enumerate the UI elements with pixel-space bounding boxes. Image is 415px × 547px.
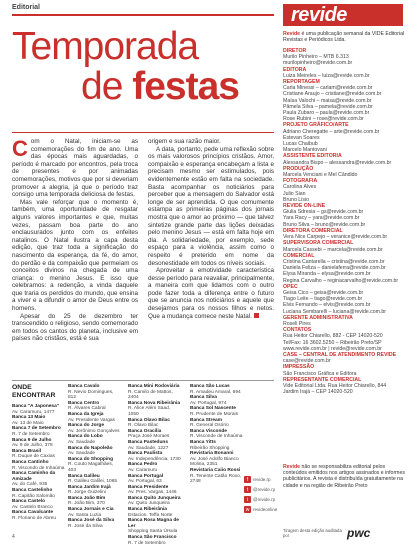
- brand-name: Revide: [283, 31, 301, 37]
- staff-entry: São Francisco Gráfica e Editora: [283, 370, 357, 377]
- staff-role-heading: EDITORA: [283, 66, 307, 73]
- stand-address: Av. Castelo Branco: [12, 504, 53, 510]
- stand-address: Ribeirão Shopping: [190, 445, 230, 451]
- publication-info-text: é uma publicação semanal da VIDE Editorial Revistas e Periódicos Ltda.: [283, 31, 405, 44]
- social-icon: i: [244, 496, 251, 503]
- stand-name: Banca Pedro: [128, 462, 158, 468]
- stand-address: R. Galileu Galilei, 1065: [68, 479, 118, 485]
- disclaimer-text: não se responsabiliza editorial pelos conteúdos emitidos nos artigos assinados e informes publicitários. A revista é distribuída gratuitamente na cidade e na região de Ribeirão Preto: [283, 464, 405, 489]
- stand-list-column: [12, 404, 66, 521]
- staff-entry: Yara Racy – yara@revide.com.br: [283, 215, 360, 222]
- staff-entry: Marcelo Mantovani: [283, 147, 327, 154]
- stand-name: Banca Olavo Bilac: [128, 417, 170, 423]
- stand-name: Banca 13 Maio: [12, 415, 46, 421]
- stand-address: Shopping Santa Úrsula: [128, 529, 178, 535]
- social-icon: t: [244, 486, 251, 493]
- pwc-logo: pwc: [347, 526, 371, 540]
- stand-list-column: [190, 384, 244, 485]
- staff-entry: Carolina Alves: [283, 184, 317, 191]
- staff-entry: Marcela Venciani e Mel Cândido: [283, 172, 358, 179]
- stand-address: R. Couto Magalhães, 403: [68, 462, 114, 473]
- stand-address: R. Alice Além Saad, 1050: [128, 406, 171, 417]
- stand-name: Banca "A Japonesa": [12, 404, 60, 409]
- stand-address: R. Álvares Cabral: [68, 406, 106, 412]
- stand-address: Av. Saudade, 1227: [128, 445, 169, 451]
- stand-address: R. José da Silva: [68, 523, 103, 529]
- stand-name: Banca Presidente: [128, 484, 169, 490]
- headline-word-festas: festas: [132, 65, 239, 108]
- stand-name: Banca Cavalo: [68, 384, 100, 389]
- stand-name: Banca Visconde: [190, 428, 227, 434]
- stand-name: Banca Stream: [190, 417, 222, 423]
- staff-role-heading: CASE – CENTRAL DE ATENDIMENTO REVIDE: [283, 351, 397, 358]
- stand-name: Banca do Shopping: [68, 456, 114, 462]
- article-column-left: [12, 138, 138, 343]
- stand-address: Av. José Adolfo Bianco Molina, 2351: [190, 456, 239, 468]
- headline-line-2: [81, 66, 239, 108]
- stand-name: Banca São Francisco: [128, 535, 177, 541]
- stand-name: Banca Oracilia: [128, 428, 162, 434]
- stand-name: Banca Nova Ribeirânia: [128, 400, 180, 406]
- stand-list-column: [68, 384, 122, 529]
- stand-address: Praça José Moraes: [128, 434, 170, 440]
- headline-word-de: de: [81, 65, 133, 108]
- stand-name: Banca Portugal: [128, 473, 164, 479]
- staff-role-heading: PROJETO GRÁFICO/ARTE: [283, 122, 349, 129]
- stand-name: Banca Paulista: [128, 451, 163, 457]
- where-to-find-heading: ONDE ENCONTRAR: [12, 384, 56, 399]
- stand-address: R. Jorge Guizelini: [68, 490, 106, 496]
- paragraph: Apesar do 25 de dezembro ter transcendido o religioso, sendo comemorado em todos os cantos do planeta, inclusive em países não cristãos, está é sua: [12, 312, 138, 343]
- staff-role-heading: REPRESENTANTE COMERCIAL: [283, 376, 362, 383]
- stand-name: Revistaria Bonanni: [190, 451, 234, 457]
- paragraph-text: Aproveitar a emotividade característica desse período para reavaliar, principalmente, a maneira com que lidamos com o outro pode fazer toda a diferença entre o futuro que se anuncia nos noticiários e aquele que desejamos para os nossos filhos e netos. Que a mudança comece neste Natal.: [148, 267, 275, 320]
- staff-entry: Maísa Valochi – maisa@revide.com.br: [283, 97, 372, 104]
- stand-name: Banca do Jorge: [68, 423, 104, 429]
- staff-entry: Bruno Silva – bruno@revide.com.br: [283, 221, 366, 228]
- stand-address: R. Viscondo de Inhaúma: [12, 465, 65, 471]
- top-rule: [12, 14, 274, 16]
- stand-name: Banca Mini Rodoviária: [128, 384, 180, 389]
- staff-role-heading: REVIDE ON-LINE: [283, 203, 326, 210]
- staff-entry: Geisa Cico – geisa@revide.com.br: [283, 289, 364, 296]
- stand-address: Estacion. Teffa Norte: [128, 512, 173, 518]
- staff-entry: Rua Heitor Chiarello, 882 - CEP 14020-520: [283, 333, 383, 340]
- stand-name: Banca do Napoleão: [68, 445, 113, 451]
- headline: [12, 25, 274, 108]
- stand-address: Av. do Café, 935: [12, 482, 48, 488]
- stand-address: Av. Independência, 1730: [128, 456, 181, 462]
- stand-name: Banca Castelinho: [12, 487, 53, 493]
- staff-entry: Daniela Feliza – danielaferra@revide.com.br: [283, 265, 386, 272]
- stand-address: Av. Portugal, 63: [128, 479, 162, 485]
- divider: [12, 132, 274, 133]
- staff-entry: Luiza Meireles – luiza@revide.com.br: [283, 72, 370, 79]
- stand-address: Av. Caramuru: [128, 467, 158, 473]
- social-icon: f: [244, 476, 251, 483]
- stand-address: R. Camilo de Mattos, 2404: [128, 389, 173, 401]
- stand-address: Av. Saudade: [68, 451, 96, 457]
- staff-role-heading: FOTOGRAFIA: [283, 178, 318, 185]
- stand-name: Revistaria Caiio Rossi: [190, 467, 241, 473]
- paragraph: origem e sua razão maior.: [148, 138, 221, 145]
- stand-name: Banca José da Silva: [68, 518, 115, 524]
- staff-entry: Luciana Sembarelli – luciana@revide.com.br: [283, 308, 387, 315]
- staff-entry: Vera Nice Carpejo – veranice@revide.com.br: [283, 234, 388, 241]
- stand-address: R. 7 de Setembro: [12, 431, 50, 437]
- staff-role-heading: GERENTE ADMINISTRATIVA: [283, 314, 353, 321]
- stand-name: Banca Jardim Irajá: [68, 484, 111, 490]
- stand-name: Banca João Bim: [68, 495, 106, 501]
- stand-address: Av. Caramuru, 1477: [12, 409, 55, 415]
- paragraph: [148, 267, 274, 320]
- revide-logo: revide: [283, 4, 403, 26]
- staff-entry: Elvis Fernando – elvis@revide.com.br: [283, 302, 371, 309]
- stand-name: Banca Jornais e Cia: [68, 507, 114, 513]
- stand-address: Av. Presidente Vargas: [68, 417, 115, 423]
- staff-list: [283, 48, 409, 395]
- stand-address: R. Amadeu Amaral, 694: [190, 389, 241, 395]
- section-label: Editorial: [12, 4, 41, 11]
- staff-entry: Regina Carvalho – reginacarvalho@revide.com.br: [283, 277, 399, 284]
- stand-name: Banca 7 de Setembro: [12, 426, 61, 432]
- staff-entry: Tiago Leite – tiago@revide.com.br: [283, 296, 363, 303]
- where-to-find-section: [12, 384, 278, 546]
- staff-entry: Adriano Cheregatte – arte@revide.com.br: [283, 128, 380, 135]
- paragraph: Mas vale reforçar que o momento é, também, uma oportunidade de resgatar alguns valores importantes e que, muitas vezes, passam boa parte do ano enclausurados junto com os enfeites natalinos. O Natal ilustra a capa desta edição, que traz toda a significação do nascimento da esperança, da fé, do amor, do perdão e da compaixão que permeiam os conceitos divinos na chegada de uma criança: o menino Jesus. E isso que celebramos: a redenção, a vinda daquele que traria os perdidos do mundo, que ensina a viver e a difundir o amor de Deus entre os homens.: [12, 198, 138, 313]
- stand-address: R. 7 de Setembro: [128, 540, 166, 546]
- stand-address: R. João Bim, 370: [68, 501, 105, 507]
- staff-entry: Elysa Miranda – elysa@revide.com.br: [283, 271, 371, 278]
- stand-list-column: [128, 384, 182, 546]
- paragraph: A data, portanto, pede uma reflexão sobre os mais valorosos princípios cristãos. Amor, compaixão e esperança encabeçam a lista e precisam mesmo ser estimulados, pois evidentemente estão em falta na sociedade. Basta acompanhar os noticiários para perceber que a mensagem do Salvador está longe de ser aprendida. O que comumente estampa as primeiras páginas dos jornais mostra que o amor ao próximo — que talvez sintetize grande parte das lições deixadas pelo menino Jesus — está em falta hoje em dia. A solidariedade, por exemplo, sede espaço para a violência, assim como o respeito é preterido em nome da desonestidade em todos os níveis sociais.: [148, 145, 274, 267]
- stand-name: Banca Galileu: [68, 473, 100, 479]
- stand-address: Av. 9 de Julho, 378: [12, 443, 53, 449]
- staff-entry: Tel/Fax: 16 3602.5250 – Ribeirão Preto/SP: [283, 339, 382, 346]
- staff-entry: Marcela Cassebi – marcela@revide.com.br: [283, 246, 383, 253]
- staff-entry: Bruno Lisio: [283, 196, 309, 203]
- staff-entry: Jardim Irajá – CEP 14020-520: [283, 389, 353, 396]
- drop-cap: C: [12, 136, 28, 161]
- staff-entry: Rose Rubini – rose@revide.com.br: [283, 116, 364, 123]
- stand-address: Av. Portugal, 974: [190, 400, 227, 406]
- stand-address: Av. Saudade: [68, 439, 96, 445]
- staff-role-heading: CONTATOS: [283, 327, 312, 334]
- stand-address: Av. Jerônimo Gonçalves: [68, 428, 120, 434]
- stand-name: Banca Pasteduns: [128, 439, 168, 445]
- staff-role-heading: PRODUÇÃO: [283, 165, 314, 172]
- social-link[interactable]: [244, 506, 278, 513]
- staff-entry: Murilo Pinheiro – MTB 6.313: [283, 54, 349, 61]
- publication-info: [283, 31, 409, 44]
- end-mark-icon: [254, 313, 259, 318]
- stand-name: Banca Silva: [190, 395, 217, 401]
- stand-name: Banca Cavalcante: [12, 510, 54, 516]
- staff-role-heading: IMPRESSÃO: [283, 364, 315, 371]
- stand-address: R. General Osório: [190, 423, 229, 429]
- audit-badge: [283, 524, 409, 542]
- stand-address: Av. Santa Luzia: [68, 512, 102, 518]
- stand-name: Banca Caminho da Amizade: [12, 471, 56, 482]
- stand-name: Banca Quito Junqueira: [128, 495, 181, 501]
- staff-entry: Cristiane Araujo – cristiane@revide.com.br: [283, 91, 382, 98]
- stand-address: R. Duque de Caxias: [12, 454, 55, 460]
- staff-entry: murilopinheiro@revide.com.br: [283, 60, 353, 67]
- stand-name: Banca São Lucas: [190, 384, 230, 389]
- paragraph: om o Natal, iniciam-se as comemorações do fim de ano. Uma das épocas mais aguardadas, o período é marcado por encontros, pela troca de presentes e por animadas comemorações, motivos que por si deveriam promover a alegria, já que o período traz consigo uma temporada deliciosa de festas.: [12, 138, 138, 199]
- stand-address: R. Capitão Salomão: [12, 493, 55, 499]
- audit-text: Tiragem desta edição auditada por: [283, 528, 342, 538]
- staff-entry: Giulia Sdresia – gs@revide.com.br: [283, 209, 364, 216]
- social-icon: w: [245, 506, 250, 513]
- staff-entry: Lucas Chaibub: [283, 141, 318, 148]
- stand-name: Banca Castelo: [12, 499, 46, 505]
- social-link[interactable]: [244, 486, 278, 493]
- social-label: @revide.rp: [253, 487, 276, 492]
- stand-address: R. Olavo Bilac: [128, 423, 159, 429]
- stand-address: Av. Quito Junqueira: [128, 501, 170, 507]
- social-link[interactable]: [244, 476, 278, 483]
- social-links: [244, 476, 278, 516]
- staff-entry: Vide Editorial Ltda. Rua Heitor Chiarello, 844: [283, 382, 387, 389]
- social-label: revide.rp: [253, 477, 271, 482]
- stand-name: Banca Sol Nascente: [190, 406, 236, 412]
- staff-role-heading: ASSISTENTE EDITORIA: [283, 153, 342, 160]
- stand-name: Banca Brasil: [12, 448, 42, 454]
- stand-address: Av. Pres. Vargas, 1446: [128, 490, 177, 496]
- brand-name: Revide: [283, 464, 301, 470]
- disclaimer: [283, 464, 409, 489]
- page-number: 4: [12, 534, 15, 540]
- staff-entry: Paula Zubaro – paula@revide.com.br: [283, 110, 370, 117]
- staff-entry: Roseli Pires: [283, 320, 311, 327]
- stand-address: R. Floriano de Abreu: [12, 515, 56, 521]
- stand-name: Banca Yitts: [190, 439, 216, 445]
- stand-name: Banca do Lobo: [68, 434, 103, 440]
- stand-name: Banca Rosa Magna de Ler: [128, 518, 179, 529]
- stand-address: Av. 13 de Maio: [12, 420, 44, 426]
- social-link[interactable]: [244, 496, 278, 503]
- stand-address: R. Prudente de Morais: [190, 411, 238, 417]
- staff-role-heading: DIRETOR: [283, 48, 307, 54]
- stand-name: Banca 9 de Julho: [12, 437, 52, 443]
- staff-entry: Estevan Soares: [283, 134, 320, 141]
- staff-role-heading: COMERCIAL: [283, 252, 315, 259]
- staff-entry: case@revide.com.br: [283, 358, 331, 365]
- social-label: @revide.rp: [253, 497, 276, 502]
- stand-name: Banca da Igreja: [68, 411, 104, 417]
- staff-entry: Julio Sian: [283, 190, 306, 197]
- staff-entry: www.revide.com.br | revide@revide.com.br: [283, 345, 382, 352]
- staff-entry: Pâmela Silva – pamela@revide.com.br: [283, 103, 373, 110]
- staff-entry: Alessandra Bispo – alessandra@revide.com.br: [283, 159, 392, 166]
- social-label: revideonline: [253, 507, 278, 512]
- staff-role-heading: OPEC: [283, 283, 298, 290]
- stand-address: R. Tenente Catão Roxo, 2748: [190, 473, 242, 485]
- stand-address: R. Nevio Domingues, 812: [68, 389, 114, 401]
- stand-name: Banca Ribeirânia: [128, 507, 167, 513]
- staff-role-heading: REPORTAGEM: [283, 79, 320, 86]
- staff-entry: Carla Minessi – carlam@revide.com.br: [283, 85, 373, 92]
- staff-entry: Cristina Cantarella – cristina@revide.com.br: [283, 258, 385, 265]
- stand-name: Banca Cantinho: [12, 459, 49, 465]
- stand-name: Banca Centro: [68, 400, 100, 406]
- stand-address: R. Visconde de Inhaúma: [190, 434, 243, 440]
- article-column-right: [148, 138, 274, 320]
- divider: [12, 380, 274, 381]
- headline-line-1: Temporada: [12, 25, 199, 68]
- staff-role-heading: DIRETORA COMERCIAL: [283, 227, 343, 234]
- staff-role-heading: SUPERVISORA COMERCIAL: [283, 240, 354, 247]
